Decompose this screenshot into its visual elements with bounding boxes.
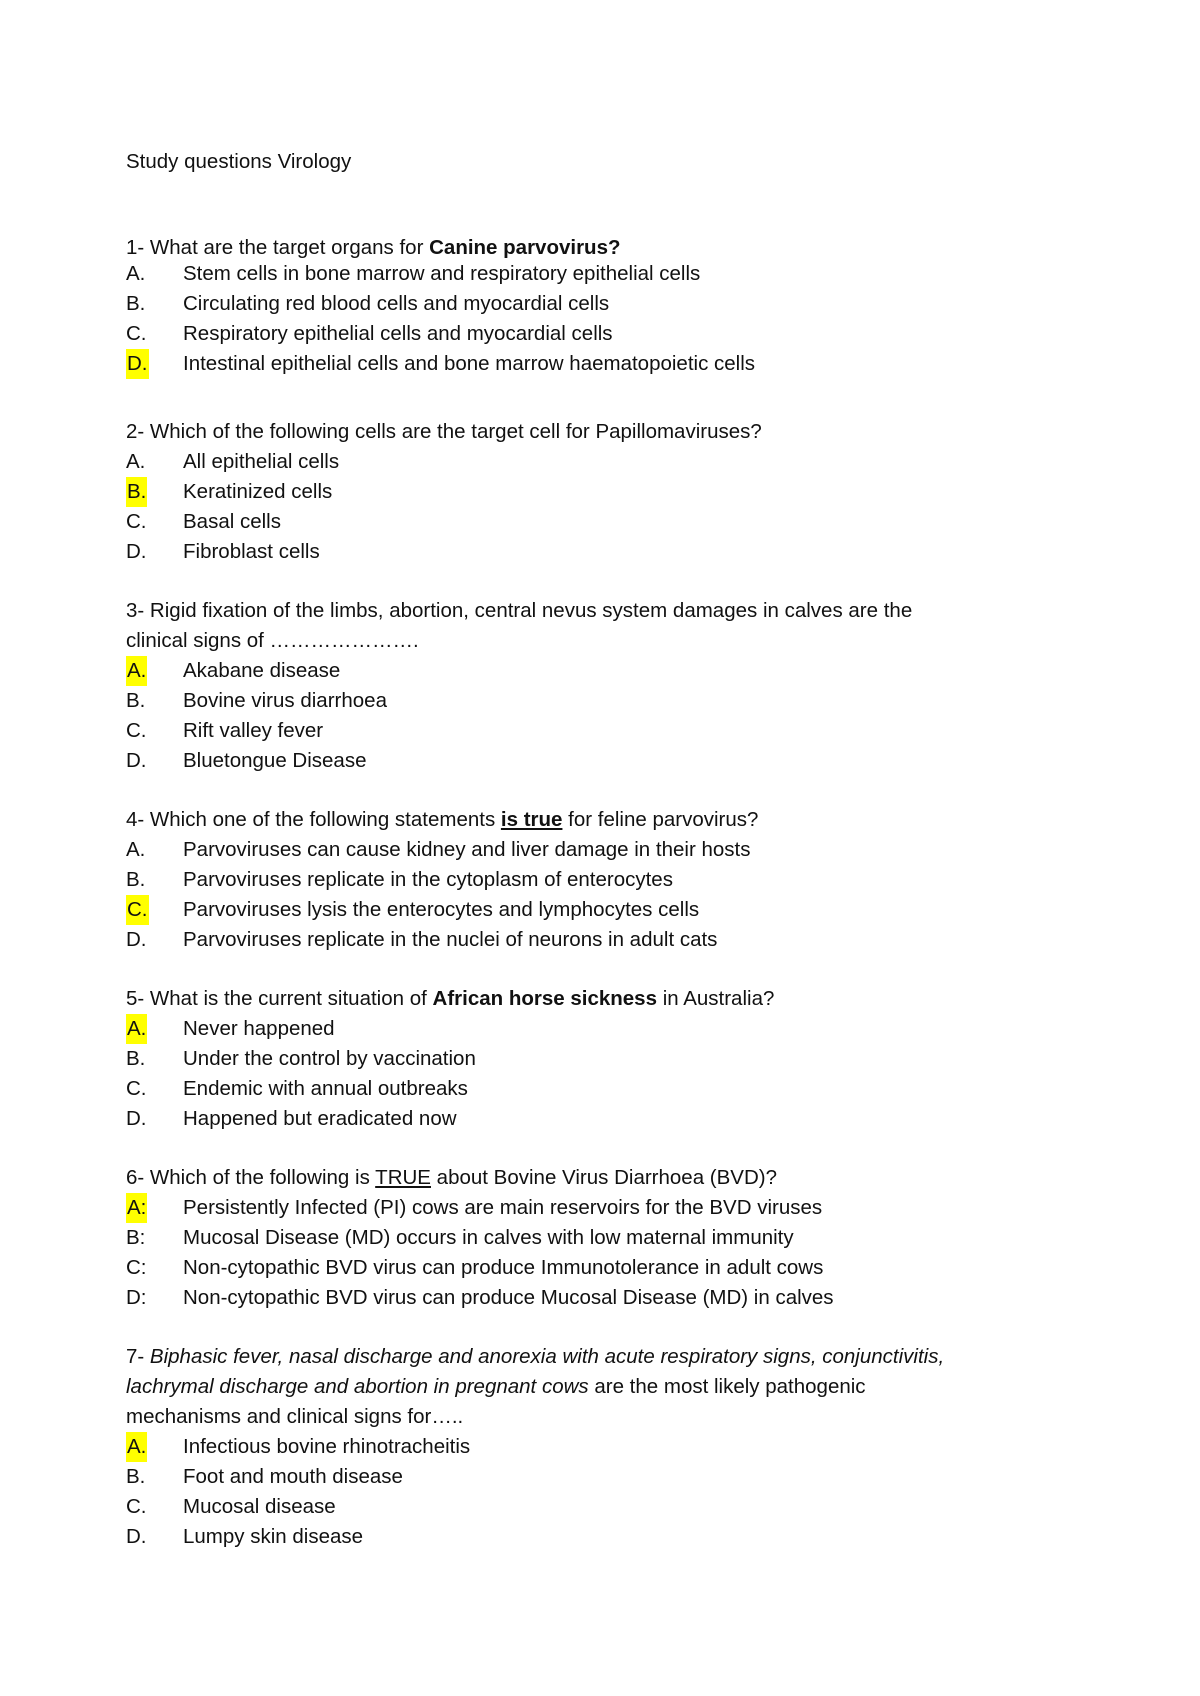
option-letter: A. bbox=[126, 838, 146, 861]
question-7-prompt-line-2 bbox=[126, 1372, 866, 1402]
option-letter-highlighted: A. bbox=[126, 1432, 147, 1462]
option-letter: D. bbox=[126, 1107, 147, 1130]
option-text: Parvoviruses lysis the enterocytes and lymphocytes cells bbox=[183, 898, 700, 921]
prompt-text: Which one of the following statements bbox=[144, 808, 501, 831]
option-text: Under the control by vaccination bbox=[183, 1047, 476, 1070]
option-text: Lumpy skin disease bbox=[183, 1525, 364, 1548]
option-text: Keratinized cells bbox=[183, 480, 333, 503]
option-letter: B. bbox=[126, 1047, 146, 1070]
option-letter: C. bbox=[126, 510, 147, 533]
option-letter: D. bbox=[126, 749, 147, 772]
option-letter-highlighted: A. bbox=[126, 1014, 147, 1044]
question-3-prompt-line-1 bbox=[126, 596, 912, 626]
question-6-prompt bbox=[126, 1163, 777, 1193]
option-letter: C: bbox=[126, 1256, 147, 1279]
option-text: Parvoviruses can cause kidney and liver damage in their hosts bbox=[183, 838, 751, 861]
option-text: Respiratory epithelial cells and myocardial cells bbox=[183, 322, 613, 345]
option-text: Mucosal Disease (MD) occurs in calves with low maternal immunity bbox=[183, 1226, 794, 1249]
option-text: Foot and mouth disease bbox=[183, 1465, 403, 1488]
option-text: Never happened bbox=[183, 1017, 335, 1040]
prompt-text: in Australia? bbox=[657, 987, 775, 1010]
document-title: Study questions Virology bbox=[126, 150, 352, 173]
question-number: 2- bbox=[126, 420, 145, 443]
option-text: Mucosal disease bbox=[183, 1495, 336, 1518]
option-letter: A. bbox=[126, 450, 146, 473]
prompt-text: What are the target organs for bbox=[144, 236, 430, 259]
option-letter: B. bbox=[126, 868, 146, 891]
option-letter: B. bbox=[126, 689, 146, 712]
option-letter: D. bbox=[126, 540, 147, 563]
option-text: Non-cytopathic BVD virus can produce Immunotolerance in adult cows bbox=[183, 1256, 824, 1279]
prompt-italic-text: Biphasic fever, nasal discharge and anorexia with acute respiratory signs, conjunctivitis, bbox=[144, 1345, 945, 1368]
option-letter-highlighted: A. bbox=[126, 656, 147, 686]
question-5-prompt bbox=[126, 984, 774, 1014]
option-text: Fibroblast cells bbox=[183, 540, 320, 563]
option-text: Infectious bovine rhinotracheitis bbox=[183, 1435, 471, 1458]
option-text: Bovine virus diarrhoea bbox=[183, 689, 387, 712]
option-letter: B. bbox=[126, 1465, 146, 1488]
prompt-bold-term: Canine parvovirus? bbox=[429, 236, 621, 259]
option-text: Bluetongue Disease bbox=[183, 749, 367, 772]
option-letter: D: bbox=[126, 1286, 147, 1309]
option-letter: B. bbox=[126, 292, 146, 315]
question-7-prompt-line-3: mechanisms and clinical signs for….. bbox=[126, 1405, 464, 1428]
option-letter: A. bbox=[126, 262, 146, 285]
option-text: Basal cells bbox=[183, 510, 281, 533]
prompt-emphasis: TRUE bbox=[375, 1166, 431, 1189]
option-text: Happened but eradicated now bbox=[183, 1107, 457, 1130]
option-text: Parvoviruses replicate in the cytoplasm of enterocytes bbox=[183, 868, 673, 891]
option-letter: C. bbox=[126, 322, 147, 345]
option-text: Circulating red blood cells and myocardial cells bbox=[183, 292, 610, 315]
option-letter: D. bbox=[126, 928, 147, 951]
option-text: Persistently Infected (PI) cows are main reservoirs for the BVD viruses bbox=[183, 1196, 823, 1219]
prompt-text: are the most likely pathogenic bbox=[588, 1375, 866, 1398]
prompt-text: Rigid fixation of the limbs, abortion, central nevus system damages in calves are the bbox=[144, 599, 913, 622]
prompt-text: for feline parvovirus? bbox=[562, 808, 759, 831]
question-number: 1- bbox=[126, 236, 145, 259]
question-7-prompt-line-1 bbox=[126, 1342, 944, 1372]
prompt-text: What is the current situation of bbox=[144, 987, 433, 1010]
option-letter: B: bbox=[126, 1226, 146, 1249]
option-letter: C. bbox=[126, 719, 147, 742]
prompt-italic-text: lachrymal discharge and abortion in pregnant cows bbox=[126, 1375, 589, 1398]
prompt-text: about Bovine Virus Diarrhoea (BVD)? bbox=[430, 1166, 778, 1189]
option-letter-highlighted: C. bbox=[126, 895, 149, 925]
option-text: Rift valley fever bbox=[183, 719, 324, 742]
option-letter: C. bbox=[126, 1495, 147, 1518]
question-number: 7- bbox=[126, 1345, 145, 1368]
question-number: 6- bbox=[126, 1166, 145, 1189]
option-text: Akabane disease bbox=[183, 659, 341, 682]
option-text: Non-cytopathic BVD virus can produce Mucosal Disease (MD) in calves bbox=[183, 1286, 834, 1309]
option-text: Intestinal epithelial cells and bone marrow haematopoietic cells bbox=[183, 352, 756, 375]
option-text: Parvoviruses replicate in the nuclei of neurons in adult cats bbox=[183, 928, 718, 951]
option-text: Endemic with annual outbreaks bbox=[183, 1077, 468, 1100]
option-letter-highlighted: A: bbox=[126, 1193, 147, 1223]
question-number: 5- bbox=[126, 987, 145, 1010]
option-letter-highlighted: B. bbox=[126, 477, 147, 507]
question-number: 4- bbox=[126, 808, 145, 831]
question-3-prompt-line-2: clinical signs of …………………. bbox=[126, 629, 419, 652]
option-letter: D. bbox=[126, 1525, 147, 1548]
prompt-emphasis: is true bbox=[500, 808, 563, 831]
option-letter-highlighted: D. bbox=[126, 349, 149, 379]
prompt-text: Which of the following is bbox=[144, 1166, 376, 1189]
prompt-text: Which of the following cells are the target cell for Papillomaviruses? bbox=[144, 420, 762, 443]
option-text: All epithelial cells bbox=[183, 450, 340, 473]
question-number: 3- bbox=[126, 599, 145, 622]
prompt-bold-term: African horse sickness bbox=[432, 987, 657, 1010]
question-4-prompt bbox=[126, 805, 758, 835]
question-2-prompt bbox=[126, 417, 762, 447]
option-letter: C. bbox=[126, 1077, 147, 1100]
option-text: Stem cells in bone marrow and respiratory epithelial cells bbox=[183, 262, 701, 285]
